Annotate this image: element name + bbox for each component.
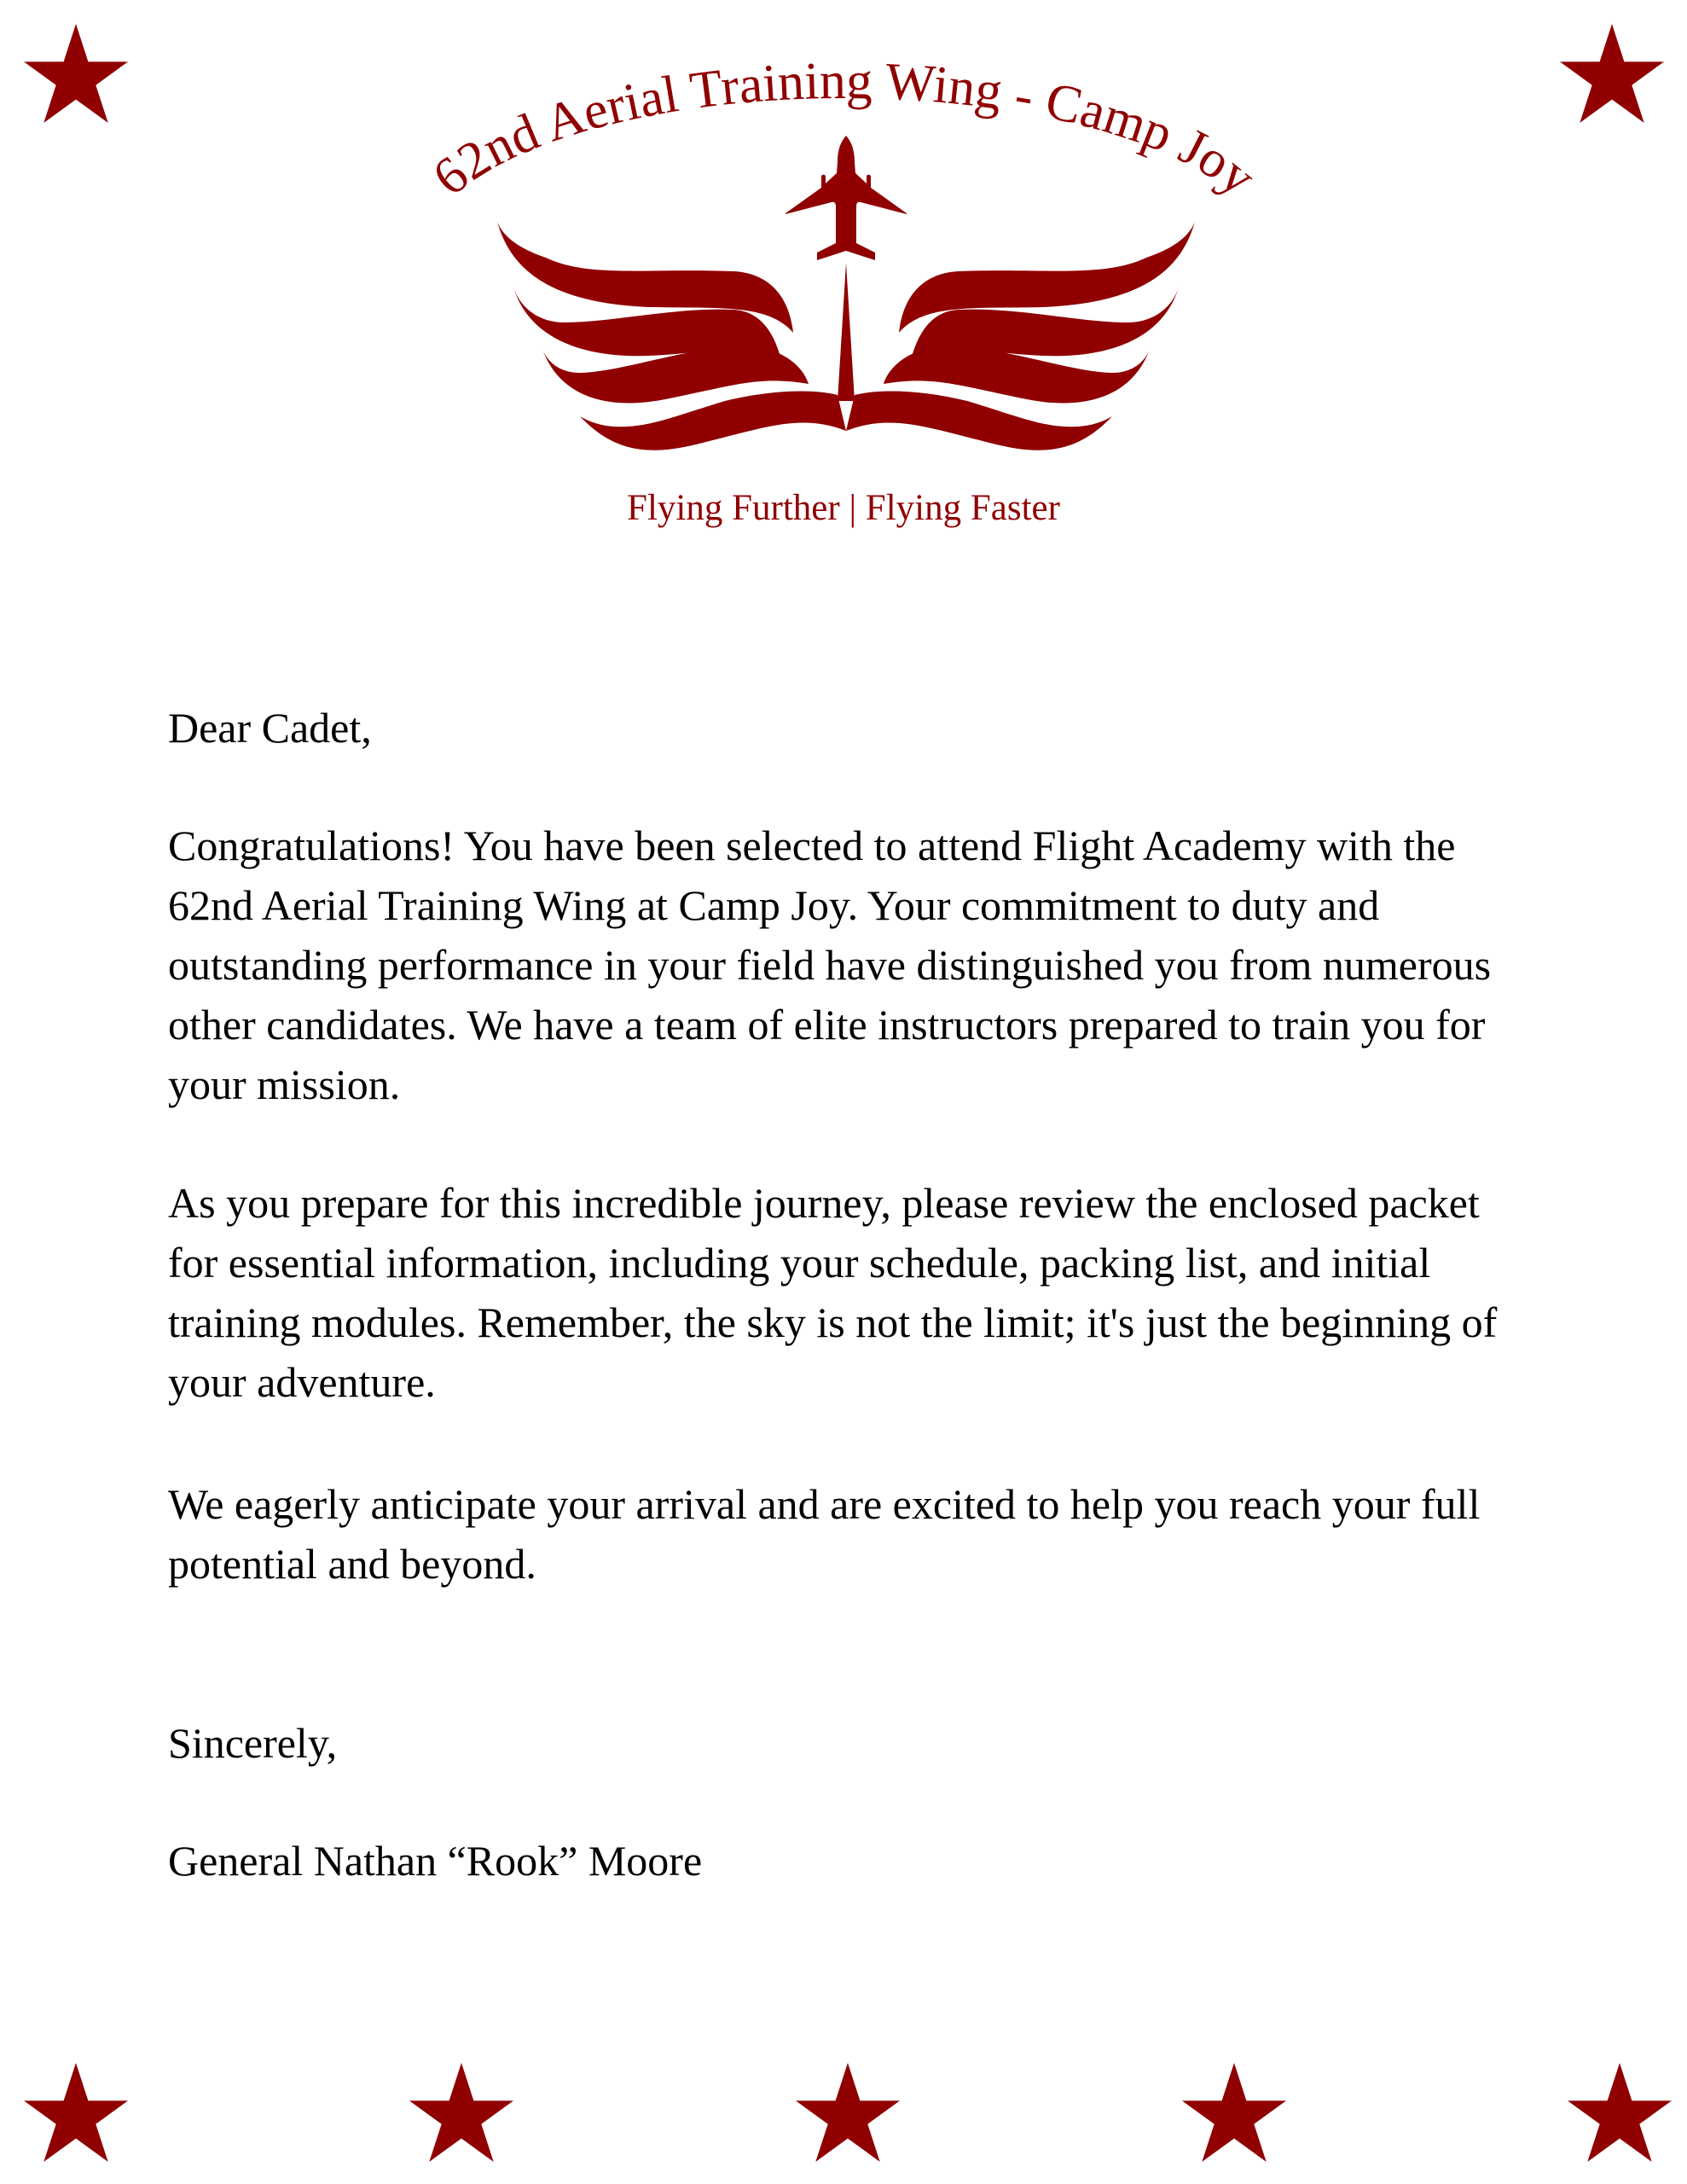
letter-signature: [168, 1831, 1533, 1891]
letter-paragraph-2: [168, 1173, 1533, 1412]
star-icon-bottom-2: [409, 2063, 513, 2162]
left-wing-icon: [497, 222, 846, 450]
star-icon-bottom-3: [796, 2063, 900, 2162]
letter-paragraph-1: [168, 816, 1533, 1114]
emblem-arc-title: 62nd Aerial Training Wing - Camp Joy: [422, 51, 1267, 207]
letter-salutation: [168, 698, 1533, 758]
star-icon-bottom-5: [1568, 2063, 1672, 2162]
signature-name: General Nathan “Rook” Moore: [168, 1837, 703, 1885]
paragraph-text: We eagerly anticipate your arrival and are excited to help you reach your full potential and beyond.: [168, 1480, 1481, 1588]
paragraph-text: As you prepare for this incredible journey, please review the enclosed packet for essential information, including your schedule, packing list, and initial training modules. Remember, the sky is not the limit; it's just the beginning of your adventure.: [168, 1179, 1498, 1406]
airplane-icon: [786, 136, 907, 401]
star-icon-bottom-1: [24, 2063, 128, 2162]
emblem-tagline: Flying Further | Flying Faster: [627, 488, 1060, 528]
right-wing-icon: [846, 222, 1195, 450]
paragraph-text: Congratulations! You have been selected to attend Flight Academy with the 62nd Aerial Training Wing at Camp Joy. Your commitment to duty and outstanding performance in your field have distinguished you from numerous other candidates. We have a team of elite instructors prepared to train you for your mission.: [168, 822, 1492, 1108]
contrail: [838, 263, 855, 401]
star-icon-bottom-4: [1182, 2063, 1286, 2162]
letter-closing: [168, 1713, 1533, 1773]
closing-text: Sincerely,: [168, 1719, 338, 1767]
letter-paragraph-3: [168, 1474, 1533, 1594]
salutation-text: Dear Cadet,: [168, 704, 372, 752]
